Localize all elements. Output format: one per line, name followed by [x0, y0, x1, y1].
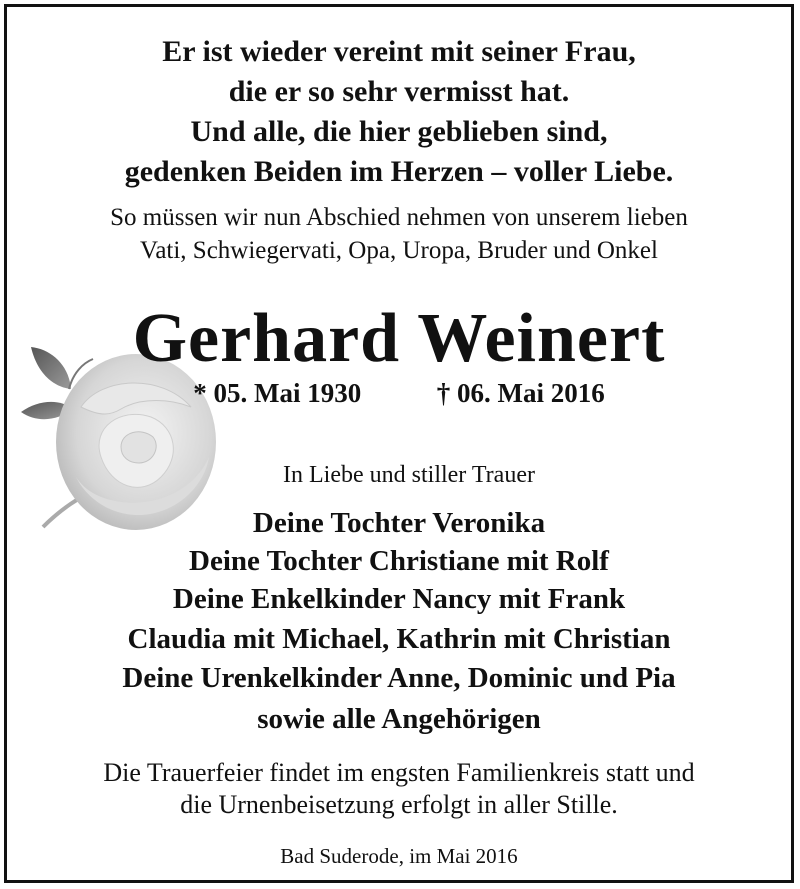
place-date: Bad Suderode, im Mai 2016 — [280, 844, 518, 868]
mourner-line-1: Deine Tochter Veronika — [252, 507, 546, 539]
birth-date: * 05. Mai 1930 — [193, 378, 362, 408]
intro-line-2: Vati, Schwiegervati, Opa, Uropa, Bruder und Onkel — [140, 237, 658, 264]
obituary-notice — [4, 4, 794, 883]
verse-line-3: Und alle, die hier geblieben sind, — [190, 115, 608, 148]
death-date: † 06. Mai 2016 — [436, 378, 605, 408]
verse-line-4: gedenken Beiden im Herzen – voller Liebe. — [124, 155, 674, 188]
trauer-line: In Liebe und stiller Trauer — [283, 462, 535, 488]
mourner-line-6: sowie alle Angehörigen — [257, 703, 541, 735]
mourner-line-5: Deine Urenkelkinder Anne, Dominic und Pia — [122, 662, 676, 694]
life-dates — [7, 376, 791, 410]
mourner-line-3: Deine Enkelkinder Nancy mit Frank — [172, 583, 626, 615]
mourner-line-4: Claudia mit Michael, Kathrin mit Christian — [127, 623, 671, 655]
ceremony-line-2: die Urnenbeisetzung erfolgt in aller Stille. — [180, 790, 618, 819]
verse-line-1: Er ist wieder vereint mit seiner Frau, — [162, 35, 636, 68]
mourner-line-2: Deine Tochter Christiane mit Rolf — [189, 545, 609, 577]
deceased-name: Gerhard Weinert — [132, 300, 666, 377]
intro-line-1: So müssen wir nun Abschied nehmen von unserem lieben — [110, 204, 688, 231]
verse-line-2: die er so sehr vermisst hat. — [228, 75, 570, 108]
ceremony-line-1: Die Trauerfeier findet im engsten Familienkreis statt und — [103, 758, 695, 787]
